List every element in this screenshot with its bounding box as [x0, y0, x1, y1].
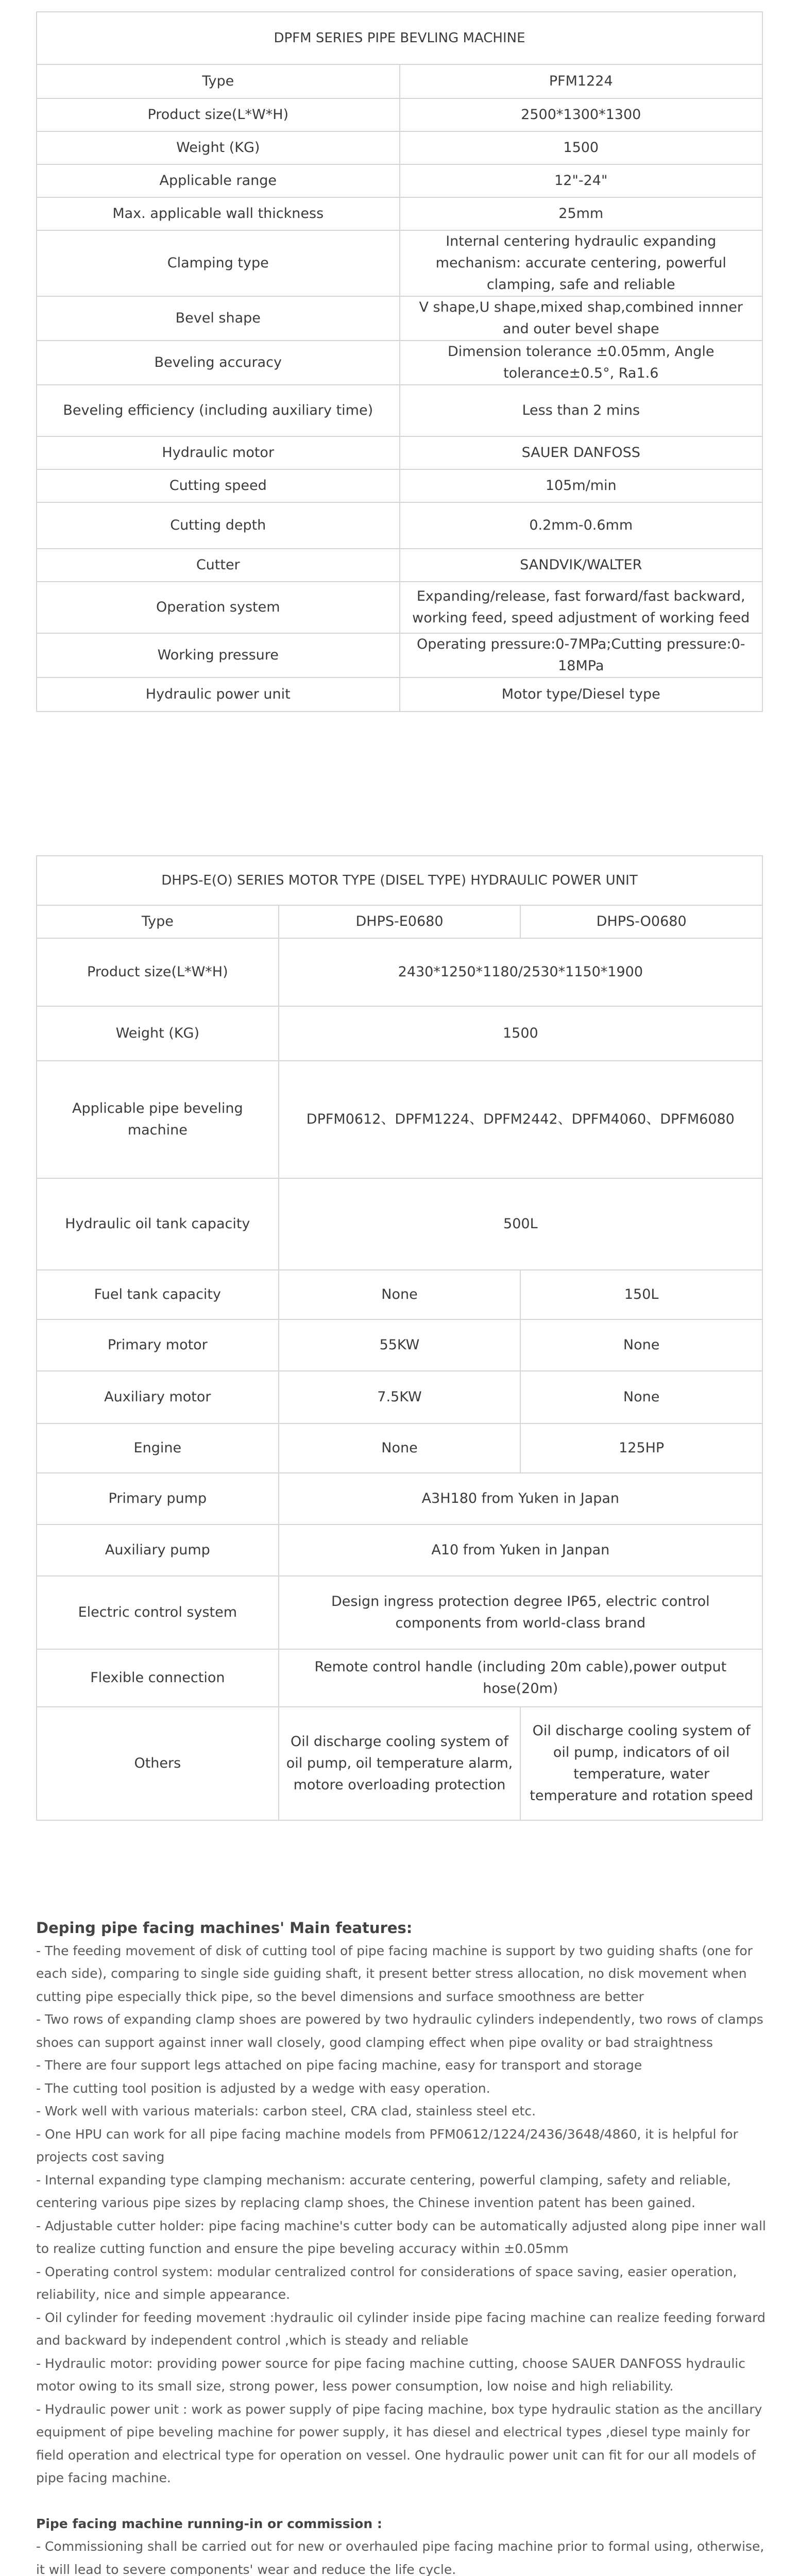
hpu-value: 2430*1250*1180/2530*1150*1900 [279, 938, 762, 1006]
hpu-value-e0680: 7.5KW [279, 1371, 521, 1423]
hpu-value: 1500 [279, 1006, 762, 1061]
notes-section [36, 1917, 768, 2576]
spec-row [37, 131, 762, 164]
features-heading: Deping pipe facing machines' Main features: [36, 1919, 413, 1937]
hpu-row [37, 1371, 762, 1423]
spec-value: 1500 [400, 131, 763, 164]
spec-row [37, 64, 762, 98]
spec-value: SANDVIK/WALTER [400, 549, 763, 582]
spec-label: Cutting depth [37, 502, 400, 549]
features-item: - One HPU can work for all pipe facing machine models from PFM0612/1224/2436/3648/4860, it is helpful for projects cost saving [36, 2126, 738, 2164]
hpu-label: Weight (KG) [37, 1006, 279, 1061]
hpu-row [37, 1319, 762, 1371]
spec-row [37, 296, 762, 341]
spec-value: Operating pressure:0-7MPa;Cutting pressure:0-18MPa [400, 633, 763, 677]
spec-row [37, 502, 762, 549]
hpu-value: Remote control handle (including 20m cable),power output hose(20m) [279, 1649, 762, 1707]
hpu-label: Product size(L*W*H) [37, 938, 279, 1006]
spec-label: Beveling efficiency (including auxiliary time) [37, 385, 400, 436]
spec-row [37, 98, 762, 131]
hpu-label: Primary pump [37, 1473, 279, 1524]
spec-value: PFM1224 [400, 64, 763, 98]
spec-value: SAUER DANFOSS [400, 436, 763, 469]
hpu-value-e0680: None [279, 1270, 521, 1319]
spec-row [37, 469, 762, 502]
features-list [36, 1940, 768, 2490]
hpu-type-o0680: DHPS-O0680 [520, 905, 762, 938]
hpu-value: Design ingress protection degree IP65, electric control components from world-class brand [279, 1576, 762, 1649]
hpu-row [37, 1473, 762, 1524]
features-item: - Internal expanding type clamping mechanism: accurate centering, powerful clamping, safety and reliable, centering various pipe sizes by replacing clamp shoes, the Chinese invention patent has been gained. [36, 2172, 731, 2210]
spec-label: Hydraulic power unit [37, 677, 400, 711]
spec-row [37, 582, 762, 633]
hpu-value-o0680: 150L [520, 1270, 762, 1319]
hpu-row [37, 1524, 762, 1576]
spec-row [37, 164, 762, 197]
hpu-label: Applicable pipe beveling machine [37, 1061, 279, 1178]
hpu-label: Hydraulic oil tank capacity [37, 1178, 279, 1270]
spec-value: 2500*1300*1300 [400, 98, 763, 131]
features-item: - Hydraulic power unit : work as power supply of pipe facing machine, box type hydraulic station as the ancillary equipment of pipe beveling machine for power supply, it has diesel and electrical types ,diesel type mainly for field operation and electrical type for operation on vessel. One hydraulic power unit can fit for our all models of pipe facing machine. [36, 2401, 762, 2485]
running-in-item: - Commissioning shall be carried out for new or overhauled pipe facing machine prior to formal using, otherwise, it will lead to severe components' wear and reduce the life cycle. [36, 2539, 764, 2576]
spec-row [37, 385, 762, 436]
hpu-label: Others [37, 1707, 279, 1820]
hpu-label: Auxiliary pump [37, 1524, 279, 1576]
hpu-label: Flexible connection [37, 1649, 279, 1707]
hpu-value-o0680: 125HP [520, 1423, 762, 1473]
hpu-type-e0680: DHPS-E0680 [279, 905, 521, 938]
features-item: - Adjustable cutter holder: pipe facing machine's cutter body can be automatically adjusted along pipe inner wall to realize cutting function and ensure the pipe beveling accuracy within ±0.05mm [36, 2218, 766, 2256]
hydraulic-power-unit-table [36, 855, 763, 1821]
spec-label: Cutting speed [37, 469, 400, 502]
spec-label: Bevel shape [37, 296, 400, 341]
spec-value: Dimension tolerance ±0.05mm, Angle tolerance±0.5°, Ra1.6 [400, 341, 763, 385]
spec-row [37, 341, 762, 385]
hpu-value: A10 from Yuken in Janpan [279, 1524, 762, 1576]
spec-value: Internal centering hydraulic expanding mechanism: accurate centering, powerful clamping, safe and reliable [400, 230, 763, 296]
hpu-row [37, 1707, 762, 1820]
features-item: - There are four support legs attached on pipe facing machine, easy for transport and storage [36, 2058, 642, 2073]
spec-value: 105m/min [400, 469, 763, 502]
spec-value: V shape,U shape,mixed shap,combined innner and outer bevel shape [400, 296, 763, 341]
hpu-type-label: Type [37, 905, 279, 938]
hpu-value: 500L [279, 1178, 762, 1270]
hpu-value: DPFM0612、DPFM1224、DPFM2442、DPFM4060、DPFM6080 [279, 1061, 762, 1178]
hpu-row [37, 1006, 762, 1061]
spec-row [37, 197, 762, 230]
hpu-value-e0680: Oil discharge cooling system of oil pump, oil temperature alarm, motore overloading protection [279, 1707, 521, 1820]
spec-value: Less than 2 mins [400, 385, 763, 436]
hpu-row [37, 1423, 762, 1473]
hpu-row [37, 1649, 762, 1707]
hpu-value-e0680: None [279, 1423, 521, 1473]
hpu-row [37, 1576, 762, 1649]
hpu-row [37, 1061, 762, 1178]
spec-label: Product size(L*W*H) [37, 98, 400, 131]
features-item: - Work well with various materials: carbon steel, CRA clad, stainless steel etc. [36, 2104, 536, 2119]
spec-row [37, 549, 762, 582]
spec-row [37, 436, 762, 469]
hpu-row [37, 1270, 762, 1319]
spec-label: Beveling accuracy [37, 341, 400, 385]
features-item: - Hydraulic motor: providing power source for pipe facing machine cutting, choose SAUER DANFOSS hydraulic motor owing to its small size, strong power, less power consumption, low noise and high reliability. [36, 2355, 745, 2394]
spec-value: 25mm [400, 197, 763, 230]
hpu-label: Electric control system [37, 1576, 279, 1649]
spec-table-title: DPFM SERIES PIPE BEVLING MACHINE [37, 12, 762, 64]
spec-row [37, 230, 762, 296]
spec-label: Weight (KG) [37, 131, 400, 164]
hpu-row [37, 938, 762, 1006]
hpu-label: Fuel tank capacity [37, 1270, 279, 1319]
spec-value: 0.2mm-0.6mm [400, 502, 763, 549]
features-item: - The cutting tool position is adjusted by a wedge with easy operation. [36, 2080, 490, 2096]
features-item: - Oil cylinder for feeding movement :hydraulic oil cylinder inside pipe facing machine can realize feeding forward and backward by independent control ,which is steady and reliable [36, 2310, 766, 2348]
hpu-row [37, 1178, 762, 1270]
spec-value: Motor type/Diesel type [400, 677, 763, 711]
hpu-value-o0680: Oil discharge cooling system of oil pump, indicators of oil temperature, water temperature and rotation speed [520, 1707, 762, 1820]
spec-row [37, 677, 762, 711]
hpu-label: Auxiliary motor [37, 1371, 279, 1423]
spec-label: Operation system [37, 582, 400, 633]
running-in-list [36, 2535, 768, 2576]
spec-label: Clamping type [37, 230, 400, 296]
hpu-value-o0680: None [520, 1371, 762, 1423]
features-item: - The feeding movement of disk of cutting tool of pipe facing machine is support by two guiding shafts (one for each side), comparing to single side guiding shaft, it present better stress allocation, no disk movement when cutting pipe especially thick pipe, so the bevel dimensions and surface smoothness are better [36, 1943, 753, 2004]
spec-label: Max. applicable wall thickness [37, 197, 400, 230]
hpu-value: A3H180 from Yuken in Japan [279, 1473, 762, 1524]
spec-label: Type [37, 64, 400, 98]
hpu-value-o0680: None [520, 1319, 762, 1371]
spec-value: Expanding/release, fast forward/fast backward, working feed, speed adjustment of working feed [400, 582, 763, 633]
spec-label: Hydraulic motor [37, 436, 400, 469]
hpu-label: Primary motor [37, 1319, 279, 1371]
spec-label: Cutter [37, 549, 400, 582]
pipe-beveling-spec-table [36, 11, 763, 712]
spec-row [37, 633, 762, 677]
hpu-value-e0680: 55KW [279, 1319, 521, 1371]
running-in-heading: Pipe facing machine running-in or commission : [36, 2516, 382, 2531]
hpu-table-title: DHPS-E(O) SERIES MOTOR TYPE (DISEL TYPE) HYDRAULIC POWER UNIT [37, 856, 762, 905]
spec-value: 12"-24" [400, 164, 763, 197]
hpu-label: Engine [37, 1423, 279, 1473]
spec-label: Working pressure [37, 633, 400, 677]
features-item: - Two rows of expanding clamp shoes are powered by two hydraulic cylinders independently, two rows of clamps shoes can support against inner wall closely, good clamping effect when pipe ovality or bad straightness [36, 2012, 763, 2050]
spec-label: Applicable range [37, 164, 400, 197]
features-item: - Operating control system: modular centralized control for considerations of space saving, easier operation, reliability, nice and simple appearance. [36, 2264, 737, 2302]
